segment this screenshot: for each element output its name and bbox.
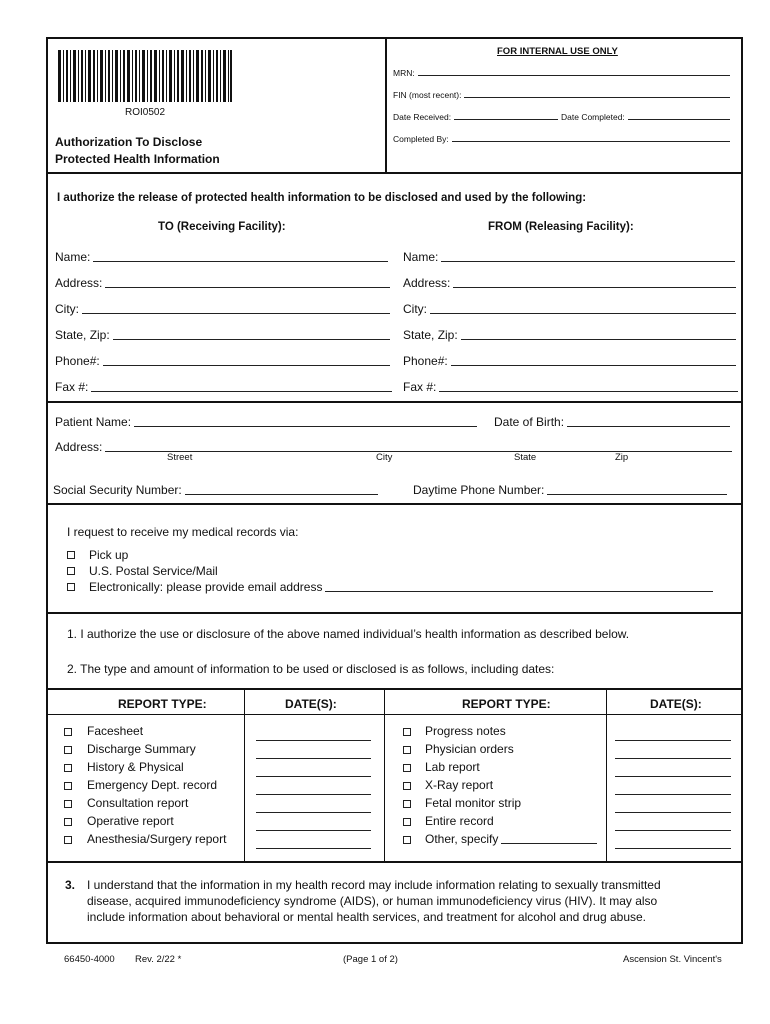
frame-top bbox=[46, 37, 743, 39]
anesthesia-report-date-line[interactable] bbox=[256, 848, 371, 849]
date-completed-field[interactable] bbox=[561, 112, 730, 122]
history-physical-date-line[interactable] bbox=[256, 776, 371, 777]
ssn-field[interactable] bbox=[53, 483, 378, 497]
other-specify-date-line[interactable] bbox=[615, 848, 731, 849]
lab-report-label: Lab report bbox=[425, 760, 480, 774]
frame-bottom bbox=[46, 942, 743, 944]
fin-label: FIN (most recent): bbox=[393, 90, 462, 100]
from-state-zip-field[interactable] bbox=[403, 328, 736, 342]
dob-label: Date of Birth: bbox=[494, 415, 565, 429]
fetal-monitor-date-line[interactable] bbox=[615, 812, 731, 813]
from-phone-field[interactable] bbox=[403, 354, 736, 368]
consultation-report-checkbox[interactable] bbox=[64, 800, 72, 808]
to-heading: TO (Receiving Facility): bbox=[158, 221, 286, 233]
operative-report-date-line[interactable] bbox=[256, 830, 371, 831]
facesheet-label: Facesheet bbox=[87, 724, 144, 738]
date-received-label: Date Received: bbox=[393, 112, 452, 122]
history-physical-checkbox[interactable] bbox=[64, 764, 72, 772]
section-divider bbox=[46, 172, 743, 174]
from-city-label: City: bbox=[403, 302, 427, 316]
to-fax-field[interactable] bbox=[55, 380, 392, 394]
internal-use-title: FOR INTERNAL USE ONLY bbox=[497, 46, 618, 57]
emergency-record-checkbox[interactable] bbox=[64, 782, 72, 790]
mrn-label: MRN: bbox=[393, 68, 415, 78]
authorize-statement: I authorize the release of protected health information to be disclosed and used by the following: bbox=[57, 192, 587, 204]
form-title: Authorization To Disclose bbox=[55, 135, 203, 149]
xray-report-checkbox[interactable] bbox=[403, 782, 411, 790]
to-city-field[interactable] bbox=[55, 302, 390, 316]
consultation-report-date-line[interactable] bbox=[256, 812, 371, 813]
from-name-label: Name: bbox=[403, 250, 439, 264]
statement-2: 2. The type and amount of information to be used or disclosed is as follows, including dates: bbox=[67, 662, 555, 676]
physician-orders-date-line[interactable] bbox=[615, 758, 731, 759]
zip-caption: Zip bbox=[615, 452, 629, 463]
mrn-field[interactable] bbox=[393, 68, 730, 78]
form-number: 66450-4000 bbox=[64, 954, 115, 965]
page-number: (Page 1 of 2) bbox=[343, 954, 398, 965]
from-state-zip-label: State, Zip: bbox=[403, 328, 458, 342]
date-received-field[interactable] bbox=[393, 112, 558, 122]
to-phone-label: Phone#: bbox=[55, 354, 100, 368]
completed-by-label: Completed By: bbox=[393, 134, 449, 144]
facility-name: Ascension St. Vincent's bbox=[623, 954, 722, 965]
progress-notes-checkbox[interactable] bbox=[403, 728, 411, 736]
state-caption: State bbox=[514, 452, 537, 463]
pickup-label: Pick up bbox=[89, 548, 129, 562]
electronic-label: Electronically: please provide email address bbox=[89, 580, 323, 594]
section-divider bbox=[46, 503, 743, 505]
discharge-summary-date-line[interactable] bbox=[256, 758, 371, 759]
discharge-summary-label: Discharge Summary bbox=[87, 742, 196, 756]
from-name-field[interactable] bbox=[403, 250, 735, 264]
history-physical-label: History & Physical bbox=[87, 760, 184, 774]
to-name-label: Name: bbox=[55, 250, 91, 264]
mail-checkbox[interactable] bbox=[67, 567, 75, 575]
report-type-header-left: REPORT TYPE: bbox=[118, 697, 207, 711]
progress-notes-date-line[interactable] bbox=[615, 740, 731, 741]
ssn-label: Social Security Number: bbox=[53, 483, 182, 497]
delivery-prompt: I request to receive my medical records via: bbox=[67, 525, 299, 539]
physician-orders-checkbox[interactable] bbox=[403, 746, 411, 754]
facesheet-date-line[interactable] bbox=[256, 740, 371, 741]
patient-name-field[interactable] bbox=[55, 415, 477, 429]
dob-field[interactable] bbox=[494, 415, 730, 429]
table-header-line bbox=[46, 714, 743, 715]
progress-notes-label: Progress notes bbox=[425, 724, 506, 738]
to-address-field[interactable] bbox=[55, 276, 390, 290]
xray-report-label: X-Ray report bbox=[425, 778, 494, 792]
from-city-field[interactable] bbox=[403, 302, 736, 316]
other-specify-label: Other, specify bbox=[425, 832, 499, 846]
from-address-field[interactable] bbox=[403, 276, 736, 290]
to-address-label: Address: bbox=[55, 276, 103, 290]
barcode bbox=[58, 50, 232, 102]
facesheet-checkbox[interactable] bbox=[64, 728, 72, 736]
section-divider bbox=[46, 861, 743, 863]
to-fax-label: Fax #: bbox=[55, 380, 89, 394]
discharge-summary-checkbox[interactable] bbox=[64, 746, 72, 754]
dates-header-right: DATE(S): bbox=[650, 697, 702, 711]
statement-1: 1. I authorize the use or disclosure of the above named individual’s health information as described below. bbox=[67, 627, 630, 641]
daytime-phone-label: Daytime Phone Number: bbox=[413, 483, 545, 497]
item-3-line-3: include information about behavioral or mental health services, and treatment for alcohol and drug abuse. bbox=[87, 910, 647, 924]
item-3-number: 3. bbox=[65, 878, 76, 892]
other-specify-checkbox[interactable] bbox=[403, 836, 411, 844]
consultation-report-label: Consultation report bbox=[87, 796, 189, 810]
electronic-checkbox[interactable] bbox=[67, 583, 75, 591]
from-heading: FROM (Releasing Facility): bbox=[488, 221, 634, 233]
mail-label: U.S. Postal Service/Mail bbox=[89, 564, 218, 578]
item-3-line-2: disease, acquired immunodeficiency syndrome (AIDS), or human immunodeficiency virus (HIV). It may also bbox=[87, 894, 658, 908]
entire-record-checkbox[interactable] bbox=[403, 818, 411, 826]
form-subtitle: Protected Health Information bbox=[55, 152, 220, 166]
daytime-phone-field[interactable] bbox=[413, 483, 727, 497]
to-city-label: City: bbox=[55, 302, 79, 316]
entire-record-date-line[interactable] bbox=[615, 830, 731, 831]
entire-record-label: Entire record bbox=[425, 814, 494, 828]
fetal-monitor-label: Fetal monitor strip bbox=[425, 796, 522, 810]
to-state-zip-label: State, Zip: bbox=[55, 328, 110, 342]
anesthesia-report-checkbox[interactable] bbox=[64, 836, 72, 844]
emergency-record-date-line[interactable] bbox=[256, 794, 371, 795]
patient-address-field[interactable] bbox=[55, 440, 732, 454]
fin-field[interactable] bbox=[393, 90, 730, 100]
from-phone-label: Phone#: bbox=[403, 354, 448, 368]
operative-report-label: Operative report bbox=[87, 814, 174, 828]
dates-header-left: DATE(S): bbox=[285, 697, 337, 711]
section-divider bbox=[46, 612, 743, 614]
report-type-header-right: REPORT TYPE: bbox=[462, 697, 551, 711]
to-phone-field[interactable] bbox=[55, 354, 390, 368]
patient-name-label: Patient Name: bbox=[55, 415, 132, 429]
xray-report-date-line[interactable] bbox=[615, 794, 731, 795]
revision: Rev. 2/22 * bbox=[135, 954, 182, 965]
from-fax-field[interactable] bbox=[403, 380, 738, 394]
completed-by-field[interactable] bbox=[393, 134, 730, 144]
lab-report-checkbox[interactable] bbox=[403, 764, 411, 772]
operative-report-checkbox[interactable] bbox=[64, 818, 72, 826]
from-address-label: Address: bbox=[403, 276, 451, 290]
patient-address-label: Address: bbox=[55, 440, 103, 454]
to-name-field[interactable] bbox=[55, 250, 388, 264]
anesthesia-report-label: Anesthesia/Surgery report bbox=[87, 832, 227, 846]
fetal-monitor-checkbox[interactable] bbox=[403, 800, 411, 808]
physician-orders-label: Physician orders bbox=[425, 742, 514, 756]
other-specify-field[interactable] bbox=[425, 832, 597, 846]
emergency-record-label: Emergency Dept. record bbox=[87, 778, 218, 792]
lab-report-date-line[interactable] bbox=[615, 776, 731, 777]
street-caption: Street bbox=[167, 452, 193, 463]
from-fax-label: Fax #: bbox=[403, 380, 437, 394]
header-divider bbox=[385, 37, 387, 173]
date-completed-label: Date Completed: bbox=[561, 112, 625, 122]
city-caption: City bbox=[376, 452, 393, 463]
section-divider bbox=[46, 688, 743, 690]
to-state-zip-field[interactable] bbox=[55, 328, 390, 342]
item-3-line-1: I understand that the information in my health record may include information relating to sexually transmitted bbox=[87, 878, 661, 892]
email-field[interactable] bbox=[89, 580, 713, 594]
section-divider bbox=[46, 401, 743, 403]
barcode-caption: ROI0502 bbox=[125, 107, 166, 118]
pickup-checkbox[interactable] bbox=[67, 551, 75, 559]
